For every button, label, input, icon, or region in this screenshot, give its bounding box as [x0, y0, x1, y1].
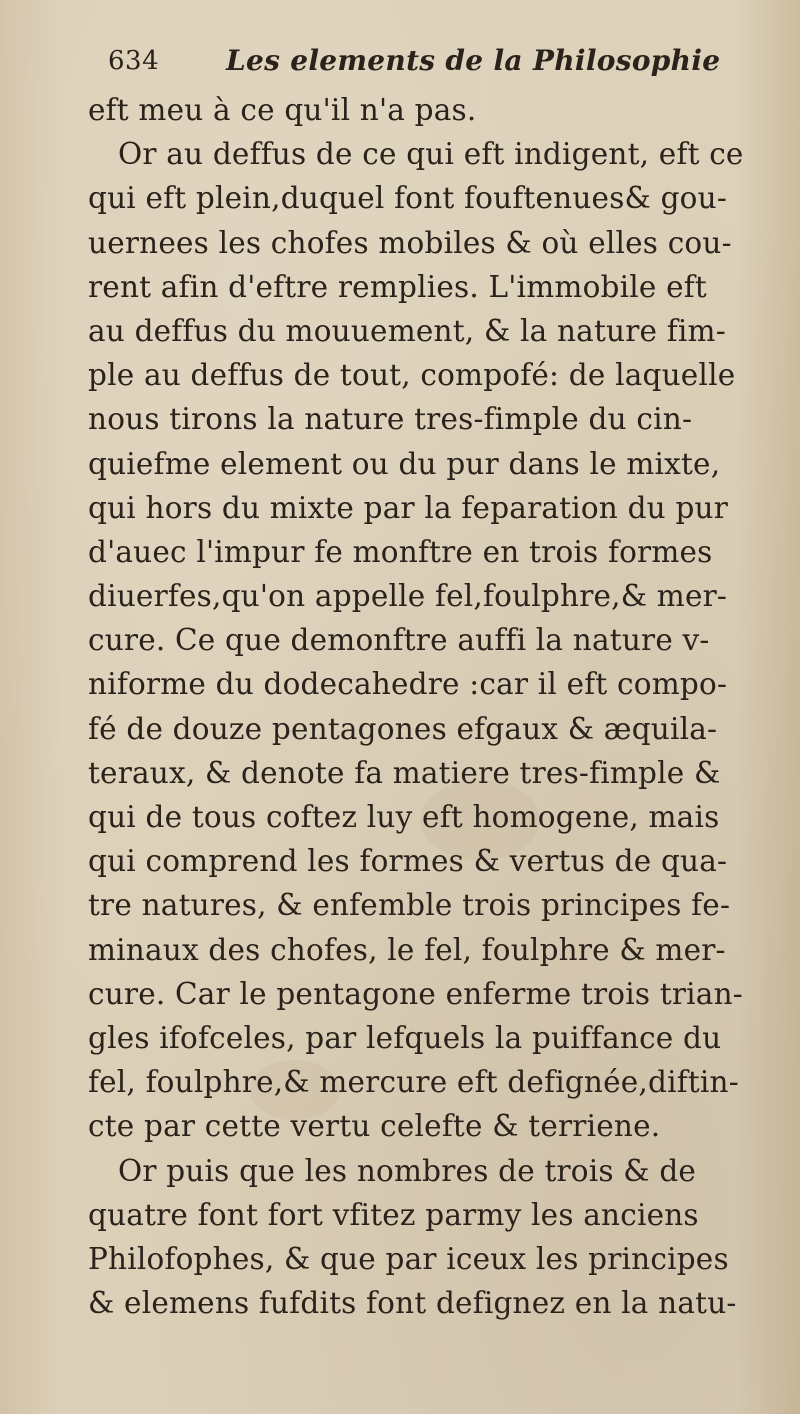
text-line: qui hors du mixte par la feparation du pur: [88, 490, 729, 525]
text-line: uernees les chofes mobiles & où elles cou-: [88, 225, 732, 260]
text-line: nous tirons la nature tres-fimple du cin-: [88, 402, 693, 437]
text-line: cte par cette vertu celefte & terriene.: [88, 1109, 661, 1144]
text-line: teraux, & denote fa matiere tres-fimple &: [88, 755, 721, 790]
text-line: Philofophes, & que par iceux les principes: [88, 1241, 729, 1276]
body-text: [88, 88, 778, 1325]
text-line: qui de tous coftez luy eft homogene, mais: [88, 800, 720, 834]
text-line: Or au deffus de ce qui eft indigent, eft ce: [118, 137, 744, 172]
text-line: fel, foulphre,& mercure eft defignée,diftin-: [88, 1065, 739, 1100]
text-line: qui comprend les formes & vertus de qua-: [88, 844, 728, 879]
text-line: niforme du dodecahedre :car il eft compo-: [88, 667, 728, 702]
text-line: tre natures, & enfemble trois principes fe-: [88, 888, 731, 923]
text-line: quiefme element ou du pur dans le mixte,: [88, 446, 721, 481]
text-line: minaux des chofes, le fel, foulphre & mer-: [88, 932, 726, 967]
text-line: fé de douze pentagones efgaux & æquila-: [88, 711, 718, 746]
text-line: rent afin d'eftre remplies. L'immobile eft: [88, 269, 707, 304]
text-line: Or puis que les nombres de trois & de: [118, 1153, 697, 1188]
text-line: ple au deffus de tout, compofé: de laquelle: [88, 358, 736, 393]
text-line: quatre font fort vfitez parmy les anciens: [88, 1197, 699, 1232]
text-line: d'auec l'impur fe monftre en trois formes: [88, 534, 713, 569]
text-line: cure. Car le pentagone enferme trois trian-: [88, 976, 743, 1011]
text-line: eft meu à ce qu'il n'a pas.: [88, 93, 477, 127]
text-line: au deffus du mouuement, & la nature fim-: [88, 313, 726, 348]
text-line: & elemens fufdits font defignez en la natu-: [88, 1286, 737, 1321]
running-title: Les elements de la Philosophie: [226, 44, 721, 77]
text-line: diuerfes,qu'on appelle fel,foulphre,& mer-: [88, 579, 728, 614]
text-line: cure. Ce que demonftre auffi la nature v-: [88, 623, 710, 658]
text-line: qui eft plein,duquel font fouftenues& gou-: [88, 181, 727, 216]
page-number: 634: [108, 46, 160, 76]
text-line: gles ifofceles, par lefquels la puiffance du: [88, 1020, 722, 1055]
